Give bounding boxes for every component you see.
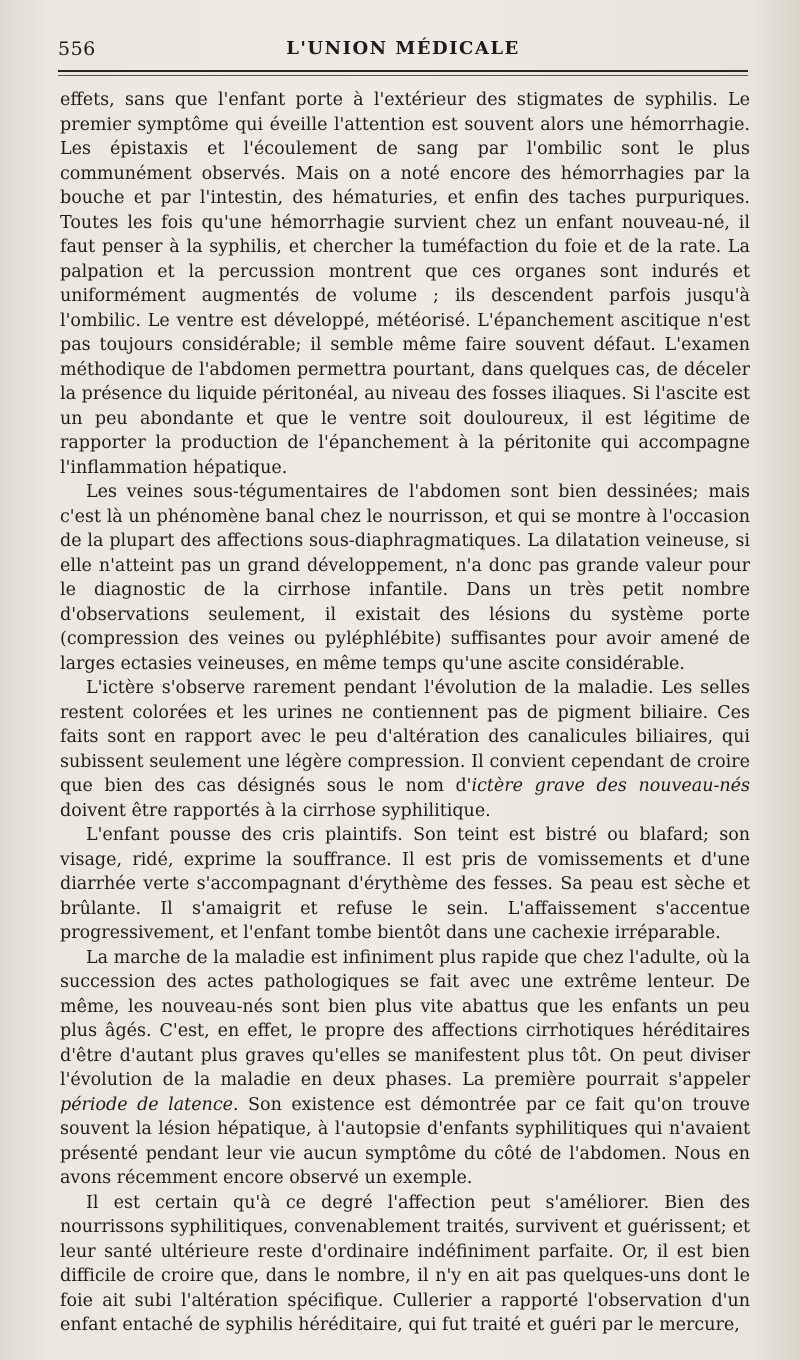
italic-text: période de latence <box>60 1094 233 1115</box>
header-rule-thin <box>58 75 748 76</box>
running-title: L'UNION MÉDICALE <box>286 38 520 59</box>
text-run: L'ictère s'observe rarement pendant l'évolution de la maladie. Les selles restent colorées et les urines ne contiennent pas de pigment biliaire. Ces faits sont en rapport avec le peu d'altération des canalicules biliaires, qui subissent seulement une légère compression. Il convient cependant de croire que bien des cas désignés sous le nom d' <box>60 678 750 796</box>
page-number: 556 <box>58 38 96 60</box>
italic-text: ictère grave des nouveau-nés <box>471 776 750 796</box>
paragraph <box>60 823 750 946</box>
header-rule <box>58 70 748 72</box>
paragraph <box>60 676 750 823</box>
text-run: La marche de la maladie est infiniment plus rapide que chez l'adulte, où la succession des actes pathologiques se fait avec une extrême lenteur. De même, les nouveau-nés sont bien plus vite abattus que les enfants un peu plus âgés. C'est, en effet, le propre des affections cirrhotiques héréditaires d'être d'autant plus graves qu'elles se manifestent plus tôt. On peut diviser l'évolution de la maladie en deux phases. La première pourrait s'appeler <box>60 947 750 1090</box>
text-run: effets, sans que l'enfant porte à l'extérieur des stigmates de syphilis. Le premier symptôme qui éveille l'attention est souvent alors une hémorrhagie. Les épistaxis et l'écoulement de sang par l'ombilic sont le plus communément observés. Mais on a noté encore des hémorrhagies par la bouche et par l'intestin, des hématuries, et enfin des taches purpuriques. Toutes les fois qu'une hémorrhagie survient chez un enfant nouveau-né, il faut penser à la syphilis, et chercher la tuméfaction du foie et de la rate. La palpation et la percussion montrent que ces organes sont indurés et uniformément augmentés de volume ; ils descendent parfois jusqu'à l'ombilic. Le ventre est développé, météorisé. L'épanchement ascitique n'est pas toujours considérable; il semble même faire souvent défaut. L'examen méthodique de l'abdomen permettra pourtant, dans quelques cas, de déceler la présence du liquide péritonéal, au niveau des fosses iliaques. Si l'ascite est un peu abondante et que le ventre soit douloureux, il est légitime de rapporter la production de l'épanchement à la péritonite qui accompagne l'inflammation hépatique. <box>60 90 750 478</box>
paragraph <box>60 480 750 676</box>
paragraph <box>60 1191 750 1338</box>
body-text <box>60 88 750 1338</box>
paragraph <box>60 946 750 1191</box>
text-run: . Son existence est démontrée par ce fait qu'on trouve souvent la lésion hépatique, à l'autopsie d'enfants syphilitiques qui n'avaient présenté pendant leur vie aucun symptôme du côté de l'abdomen. Nous en avons récemment encore observé un exemple. <box>60 1094 750 1188</box>
page-header <box>58 38 748 62</box>
text-run: L'enfant pousse des cris plaintifs. Son teint est bistré ou blafard; son visage, ridé, exprime la souffrance. Il est pris de vomissements et d'une diarrhée verte s'accompagnant d'érythème des fesses. Sa peau est sèche et brûlante. Il s'amaigrit et refuse le sein. L'affaissement s'accentue progressivement, et l'enfant tombe bientôt dans une cachexie irréparable. <box>60 825 750 943</box>
text-run: Les veines sous-tégumentaires de l'abdomen sont bien dessinées; mais c'est là un phénomène banal chez le nourrisson, et qui se montre à l'occasion de la plupart des affections sous-diaphragmatiques. La dilatation veineuse, si elle n'atteint pas un grand développement, n'a donc pas grande valeur pour le diagnostic de la cirrhose infantile. Dans un très petit nombre d'observations seulement, il existait des lésions du système porte (compression des veines ou pyléphlébite) suffisantes pour avoir amené de larges ectasies veineuses, en même temps qu'une ascite considérable. <box>60 482 750 674</box>
paragraph <box>60 88 750 480</box>
text-run: doivent être rapportés à la cirrhose syphilitique. <box>60 800 491 821</box>
text-run: Il est certain qu'à ce degré l'affection peut s'améliorer. Bien des nourrissons syphilitiques, convenablement traités, survivent et guérissent; et leur santé ultérieure reste d'ordinaire indéfiniment parfaite. Or, il est bien difficile de croire que, dans le nombre, il n'y en ait pas quelques-uns dont le foie ait subi l'altération spécifique. Cullerier a rapporté l'observation d'un enfant entaché de syphilis héréditaire, qui fut traité et guéri par le mercure, <box>60 1192 750 1335</box>
